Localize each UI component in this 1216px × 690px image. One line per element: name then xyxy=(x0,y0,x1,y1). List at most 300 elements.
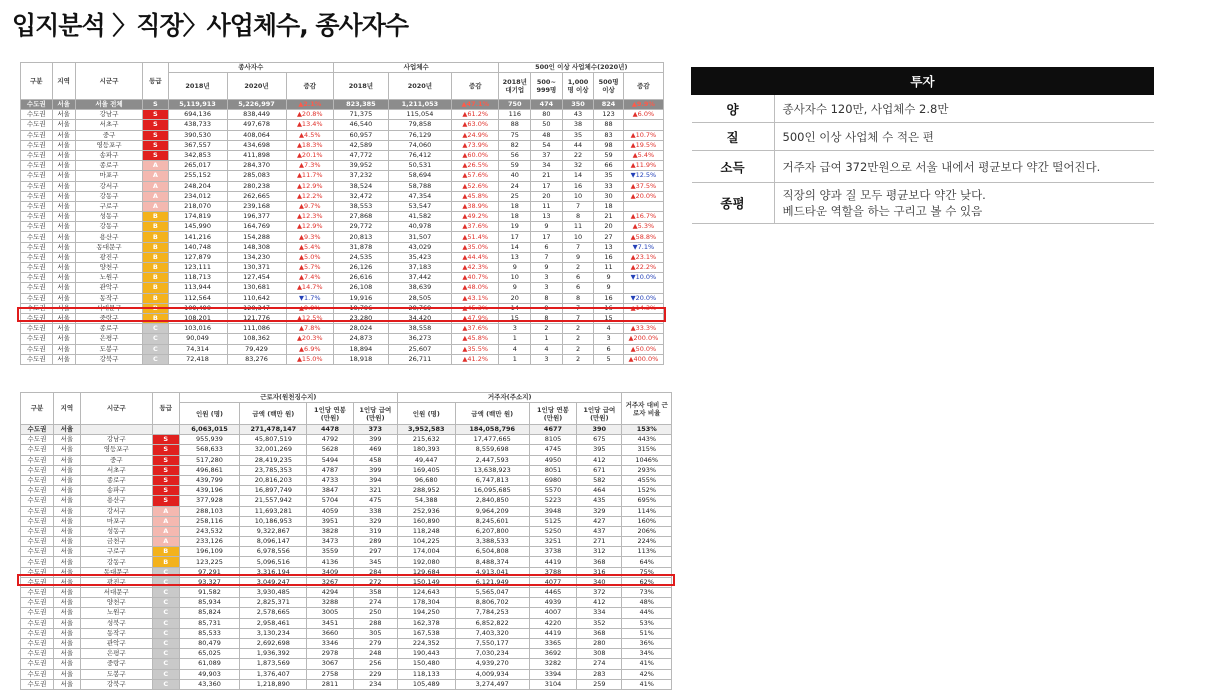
overall-label: 종평 xyxy=(692,183,775,224)
table-cell: 44 xyxy=(562,140,594,150)
table-cell: 248,204 xyxy=(168,181,227,191)
table-cell xyxy=(80,425,152,435)
table-cell: ▲37.6% xyxy=(452,324,499,334)
table-cell: B xyxy=(152,557,179,567)
table-cell: S xyxy=(143,100,168,110)
table-cell: 750 xyxy=(499,100,531,110)
table-cell: C xyxy=(143,354,168,364)
table-cell: 124,643 xyxy=(397,588,455,598)
table-cell: 24,535 xyxy=(334,252,389,262)
table-cell: ▲5.4% xyxy=(286,242,333,252)
table-cell: 116 xyxy=(499,110,531,120)
table-cell: 49,447 xyxy=(397,455,455,465)
table-cell: 134,230 xyxy=(227,252,286,262)
table-row xyxy=(21,212,664,222)
table-cell: 234,012 xyxy=(168,191,227,201)
table-cell: 32 xyxy=(562,161,594,171)
table-cell: 11 xyxy=(562,222,594,232)
table-cell: 8,245,601 xyxy=(455,516,529,526)
table-cell: ▲43.1% xyxy=(452,293,499,303)
table-cell: 서울 xyxy=(53,577,80,587)
table-cell: 297 xyxy=(353,547,397,557)
table-cell: 성북구 xyxy=(80,618,152,628)
table-cell: B xyxy=(143,222,168,232)
table-cell: 20,813 xyxy=(334,232,389,242)
table-cell: 5 xyxy=(594,354,624,364)
table-cell: 3251 xyxy=(529,537,576,547)
table-cell: A xyxy=(143,171,168,181)
table-cell: 45,807,519 xyxy=(240,435,307,445)
col-biz-2020: 2020년 xyxy=(388,73,451,100)
table-cell: 16 xyxy=(594,293,624,303)
table-cell: 3005 xyxy=(307,608,353,618)
table-cell: 4077 xyxy=(529,577,576,587)
group-businesses: 사업체수 xyxy=(334,63,499,73)
table-cell: 성동구 xyxy=(75,212,142,222)
table-cell: ▲26.5% xyxy=(452,161,499,171)
table-cell: 수도권 xyxy=(21,181,53,191)
table-cell: 5250 xyxy=(529,526,576,536)
table-cell: ▲49.2% xyxy=(452,212,499,222)
table-cell: 43,029 xyxy=(388,242,451,252)
table-cell: 66 xyxy=(594,161,624,171)
table-cell: 수도권 xyxy=(21,354,53,364)
table-cell: 50,531 xyxy=(388,161,451,171)
col-biz-2018: 2018년 xyxy=(334,73,389,100)
table-cell: 284 xyxy=(353,567,397,577)
table-cell: 53,547 xyxy=(388,201,451,211)
table-cell: A xyxy=(152,506,179,516)
table-row xyxy=(21,588,672,598)
table-cell: S xyxy=(152,465,179,475)
table-cell: 153% xyxy=(622,425,672,435)
table-row xyxy=(21,140,664,150)
table-cell: 59 xyxy=(594,150,624,160)
table-cell: 2 xyxy=(562,354,594,364)
table-cell: 수도권 xyxy=(21,100,53,110)
table-cell: 250 xyxy=(353,608,397,618)
table-cell: 27,868 xyxy=(334,212,389,222)
table-cell: 서울 xyxy=(53,425,80,435)
table-cell: 79,858 xyxy=(388,120,451,130)
table-row xyxy=(21,303,664,313)
employees-businesses-table xyxy=(20,62,664,365)
table-cell: 7 xyxy=(562,313,594,323)
table-cell: ▲7.3% xyxy=(286,161,333,171)
table-cell: 53% xyxy=(622,618,672,628)
table-cell: 4419 xyxy=(529,628,576,638)
table-cell: 6,063,015 xyxy=(179,425,240,435)
table-cell: ▲9.7% xyxy=(286,201,333,211)
table-cell: 51% xyxy=(622,628,672,638)
table-cell: ▲12.3% xyxy=(286,212,333,222)
table-cell: ▲42.3% xyxy=(452,263,499,273)
table-cell: 82 xyxy=(499,140,531,150)
table-cell: 196,377 xyxy=(227,212,286,222)
table-cell: 13,638,923 xyxy=(455,465,529,475)
table-cell: 서울 xyxy=(53,455,80,465)
table-cell: 24,873 xyxy=(334,334,389,344)
table-cell: ▼1.7% xyxy=(286,293,333,303)
table-cell: B xyxy=(143,313,168,323)
table-cell: 33 xyxy=(594,181,624,191)
table-cell: 35,423 xyxy=(388,252,451,262)
table-cell: 6,121,949 xyxy=(455,577,529,587)
table-cell: 283 xyxy=(577,669,622,679)
table-cell: 서울 xyxy=(53,486,80,496)
table-cell: 40,978 xyxy=(388,222,451,232)
table-cell: 234 xyxy=(353,679,397,689)
table-cell: 수도권 xyxy=(21,608,54,618)
table-cell: 은평구 xyxy=(75,334,142,344)
table-cell: 강북구 xyxy=(75,354,142,364)
table-cell: 4,009,934 xyxy=(455,669,529,679)
table-cell: 412 xyxy=(577,455,622,465)
table-cell: C xyxy=(143,324,168,334)
table-cell: 141,216 xyxy=(168,232,227,242)
table-cell: 3267 xyxy=(307,577,353,587)
table-row xyxy=(21,150,664,160)
table-cell: 62% xyxy=(622,577,672,587)
table-cell: 127,454 xyxy=(227,273,286,283)
table-cell: 26,108 xyxy=(334,283,389,293)
table-cell: 서울 xyxy=(53,516,80,526)
table-cell: 258,116 xyxy=(179,516,240,526)
table-cell: 256 xyxy=(353,659,397,669)
table-cell: 서울 xyxy=(52,212,75,222)
table-cell: 395 xyxy=(577,445,622,455)
table-cell: 4007 xyxy=(529,608,576,618)
table-cell: 2811 xyxy=(307,679,353,689)
table-cell: C xyxy=(152,669,179,679)
table-cell: 수도권 xyxy=(21,537,54,547)
table-cell: 180,393 xyxy=(397,445,455,455)
table-cell: C xyxy=(152,567,179,577)
table-cell: 262,665 xyxy=(227,191,286,201)
table-cell: 350 xyxy=(562,100,594,110)
table-cell: 서울 xyxy=(52,201,75,211)
table-cell: 34% xyxy=(622,649,672,659)
table-cell: 50 xyxy=(531,120,563,130)
table-cell: 서울 xyxy=(52,273,75,283)
table-cell: 439,799 xyxy=(179,475,240,485)
table-cell: 서울 xyxy=(53,679,80,689)
table-cell: 169,405 xyxy=(397,465,455,475)
income-value: 거주자 급여 372만원으로 서울 내에서 평균보다 약간 떨어진다. xyxy=(774,151,1154,183)
table-cell: ▲14.7% xyxy=(286,283,333,293)
table-cell: ▲57.6% xyxy=(452,171,499,181)
table-cell: 4478 xyxy=(307,425,353,435)
table-cell: 강서구 xyxy=(75,181,142,191)
table-cell: 18 xyxy=(499,201,531,211)
table-row xyxy=(21,628,672,638)
table-cell: 60,957 xyxy=(334,130,389,140)
table-cell: ▲41.2% xyxy=(452,354,499,364)
table-cell: A xyxy=(152,537,179,547)
table-cell: 29,772 xyxy=(334,222,389,232)
table-cell: 수도권 xyxy=(21,465,54,475)
table-cell: 215,632 xyxy=(397,435,455,445)
table-row xyxy=(21,598,672,608)
table-cell: 8051 xyxy=(529,465,576,475)
table-cell: 694,136 xyxy=(168,110,227,120)
table-cell: ▲44.4% xyxy=(452,252,499,262)
table-cell: 서울 xyxy=(52,181,75,191)
table-cell: 41,582 xyxy=(388,212,451,222)
table-cell: 3451 xyxy=(307,618,353,628)
table-cell: 108,362 xyxy=(227,334,286,344)
table-cell: 412 xyxy=(577,598,622,608)
table-cell: 824 xyxy=(594,100,624,110)
table-cell: 4787 xyxy=(307,465,353,475)
table-cell: 은평구 xyxy=(80,649,152,659)
table-cell: 10 xyxy=(499,273,531,283)
table-cell: 3 xyxy=(594,334,624,344)
table-cell xyxy=(623,201,663,211)
table-cell: S xyxy=(152,445,179,455)
table-cell: 서울 xyxy=(52,313,75,323)
table-cell: 수도권 xyxy=(21,638,54,648)
table-cell: ▲40.7% xyxy=(452,273,499,283)
table-cell: 서울 xyxy=(52,150,75,160)
table-cell: 서울 xyxy=(52,324,75,334)
table-cell: 289 xyxy=(353,537,397,547)
col-residents-monthly: 1인당 급여 (만원) xyxy=(577,403,622,425)
group-workers: 근로자(원천징수지) xyxy=(179,393,397,403)
table-cell: 390,530 xyxy=(168,130,227,140)
table-cell: 308 xyxy=(577,649,622,659)
table-cell: 5,565,047 xyxy=(455,588,529,598)
table-cell: 수도권 xyxy=(21,516,54,526)
table-cell: 수도권 xyxy=(21,435,54,445)
table-cell: ▲20.0% xyxy=(623,191,663,201)
table-cell: ▲45.8% xyxy=(452,334,499,344)
table-cell: 서울 xyxy=(52,161,75,171)
table-cell: 16 xyxy=(594,252,624,262)
table-cell: 서울 xyxy=(53,496,80,506)
table-cell: 85,824 xyxy=(179,608,240,618)
table-cell: 46,540 xyxy=(334,120,389,130)
table-cell: 123,111 xyxy=(168,263,227,273)
table-cell: 288,103 xyxy=(179,506,240,516)
table-cell: 192,080 xyxy=(397,557,455,567)
table-cell: A xyxy=(143,161,168,171)
table-cell: 3,930,485 xyxy=(240,588,307,598)
table-cell xyxy=(623,120,663,130)
table-cell: 2978 xyxy=(307,649,353,659)
table-cell: 6,747,813 xyxy=(455,475,529,485)
table-cell: 334 xyxy=(577,608,622,618)
table-cell: C xyxy=(143,334,168,344)
table-cell: 35 xyxy=(594,171,624,181)
table-cell: 서울 xyxy=(52,110,75,120)
table-cell: 27 xyxy=(594,232,624,242)
table-cell: 39,952 xyxy=(334,161,389,171)
table-cell: 59 xyxy=(499,161,531,171)
table-cell: 6 xyxy=(594,344,624,354)
table-cell: 23,280 xyxy=(334,313,389,323)
table-row xyxy=(21,181,664,191)
table-row xyxy=(21,222,664,232)
table-cell: 동대문구 xyxy=(75,242,142,252)
table-cell: 강북구 xyxy=(80,679,152,689)
table-cell: 113% xyxy=(622,547,672,557)
table-cell: S xyxy=(152,496,179,506)
table-cell: ▲5.0% xyxy=(286,252,333,262)
table-row xyxy=(21,120,664,130)
table-cell: 568,633 xyxy=(179,445,240,455)
table-cell: 130,371 xyxy=(227,263,286,273)
table-cell: 4419 xyxy=(529,557,576,567)
table-cell: ▲37.5% xyxy=(623,181,663,191)
table-cell: 서울 xyxy=(52,100,75,110)
table-cell: B xyxy=(143,293,168,303)
table-row xyxy=(21,354,664,364)
table-cell: 1,211,053 xyxy=(388,100,451,110)
table-cell: ▲400.0% xyxy=(623,354,663,364)
table-cell: 수도권 xyxy=(21,252,53,262)
table-cell: 서울 xyxy=(52,140,75,150)
table-cell: 22 xyxy=(562,150,594,160)
table-cell: 73% xyxy=(622,588,672,598)
table-cell: 3365 xyxy=(529,638,576,648)
table-cell: 367,557 xyxy=(168,140,227,150)
table-cell: 280 xyxy=(577,638,622,648)
table-cell: 수도권 xyxy=(21,130,53,140)
table-cell: 4465 xyxy=(529,588,576,598)
table-cell: 160,890 xyxy=(397,516,455,526)
table-cell: 강남구 xyxy=(75,110,142,120)
table-cell: 148,308 xyxy=(227,242,286,252)
table-row xyxy=(21,201,664,211)
overall-value-line2: 베드타운 역할을 하는 구리고 볼 수 있음 xyxy=(782,204,983,218)
table-cell: 35 xyxy=(562,130,594,140)
table-cell: 수도권 xyxy=(21,120,53,130)
table-cell: 8,559,698 xyxy=(455,445,529,455)
table-cell: 76,129 xyxy=(388,130,451,140)
table-cell: B xyxy=(143,232,168,242)
table-cell: 마포구 xyxy=(75,171,142,181)
table-cell: 54 xyxy=(531,140,563,150)
col-biz-change: 증감 xyxy=(452,73,499,100)
table-cell: 4,913,041 xyxy=(455,567,529,577)
table-cell: ▲5.7% xyxy=(286,263,333,273)
table-cell: 427 xyxy=(577,516,622,526)
table-row xyxy=(21,455,672,465)
table-cell: 85,731 xyxy=(179,618,240,628)
table-cell: 5704 xyxy=(307,496,353,506)
table-cell: 서울 xyxy=(53,475,80,485)
table-cell: 79,429 xyxy=(227,344,286,354)
table-cell: 5223 xyxy=(529,496,576,506)
table-cell: ▲51.4% xyxy=(452,232,499,242)
table-cell: 3660 xyxy=(307,628,353,638)
table-cell: 노원구 xyxy=(75,273,142,283)
quality-value: 500인 이상 사업체 수 적은 편 xyxy=(774,123,1154,151)
table-cell: C xyxy=(152,618,179,628)
table-cell: 서울 xyxy=(52,354,75,364)
table-cell: 수도권 xyxy=(21,679,54,689)
table-row xyxy=(21,313,664,323)
table-cell: 9 xyxy=(562,252,594,262)
table-cell: 서울 xyxy=(52,263,75,273)
table-cell: C xyxy=(152,679,179,689)
table-cell: 28,419,235 xyxy=(240,455,307,465)
table-cell: ▲6.9% xyxy=(286,344,333,354)
table-cell: 259 xyxy=(577,679,622,689)
table-cell: 20 xyxy=(531,191,563,201)
table-cell: 338 xyxy=(353,506,397,516)
table-cell: 80,479 xyxy=(179,638,240,648)
table-cell: 용산구 xyxy=(80,496,152,506)
investment-header: 투자 xyxy=(692,68,1154,95)
table-cell: 마포구 xyxy=(80,516,152,526)
table-cell: 3 xyxy=(531,354,563,364)
table-cell: 3346 xyxy=(307,638,353,648)
table-cell: 443% xyxy=(622,435,672,445)
table-cell: 31,878 xyxy=(334,242,389,252)
table-cell: 3 xyxy=(531,283,563,293)
table-cell: 20 xyxy=(499,293,531,303)
table-cell: 서울 xyxy=(53,526,80,536)
col-2018-large: 2018년 대기업 xyxy=(499,73,531,100)
table-cell: ▲12.2% xyxy=(286,191,333,201)
table-cell: ▲7.4% xyxy=(286,273,333,283)
table-cell: 329 xyxy=(577,506,622,516)
table-cell: 수도권 xyxy=(21,222,53,232)
table-cell: 19,796 xyxy=(334,303,389,313)
table-cell: 서울 xyxy=(53,537,80,547)
table-cell: 2758 xyxy=(307,669,353,679)
table-cell: 47,354 xyxy=(388,191,451,201)
table-cell: 구로구 xyxy=(75,201,142,211)
table-cell: 671 xyxy=(577,465,622,475)
table-cell: S xyxy=(143,150,168,160)
table-cell: 4 xyxy=(499,344,531,354)
table-cell: 1 xyxy=(499,334,531,344)
table-cell: 233,126 xyxy=(179,537,240,547)
table-cell: 수도권 xyxy=(21,588,54,598)
table-cell: 수도권 xyxy=(21,455,54,465)
table-cell: 수도권 xyxy=(21,649,54,659)
table-cell: ▲4.5% xyxy=(286,130,333,140)
table-cell: 272 xyxy=(353,577,397,587)
table-cell: 강동구 xyxy=(75,191,142,201)
table-cell: 14 xyxy=(499,303,531,313)
table-cell: 3282 xyxy=(529,659,576,669)
table-cell: A xyxy=(152,526,179,536)
table-cell: B xyxy=(143,263,168,273)
table-cell: 9 xyxy=(499,283,531,293)
table-cell: 458 xyxy=(353,455,397,465)
col-1000plus: 1,000명 이상 xyxy=(562,73,594,100)
table-cell: 수도권 xyxy=(21,669,54,679)
table-cell: 강동구 xyxy=(80,557,152,567)
col-area: 구분 xyxy=(21,63,53,100)
table-cell: 312 xyxy=(577,547,622,557)
table-cell: 174,004 xyxy=(397,547,455,557)
table-cell: 162,378 xyxy=(397,618,455,628)
table-cell: 123,225 xyxy=(179,557,240,567)
table-cell: 수도권 xyxy=(21,496,54,506)
table-cell: 용산구 xyxy=(75,232,142,242)
table-cell: 19 xyxy=(499,222,531,232)
group-residents: 거주자(주소지) xyxy=(397,393,622,403)
table-cell: B xyxy=(143,303,168,313)
table-cell: 4745 xyxy=(529,445,576,455)
income-label: 소득 xyxy=(692,151,775,183)
col-region: 지역 xyxy=(53,393,80,425)
